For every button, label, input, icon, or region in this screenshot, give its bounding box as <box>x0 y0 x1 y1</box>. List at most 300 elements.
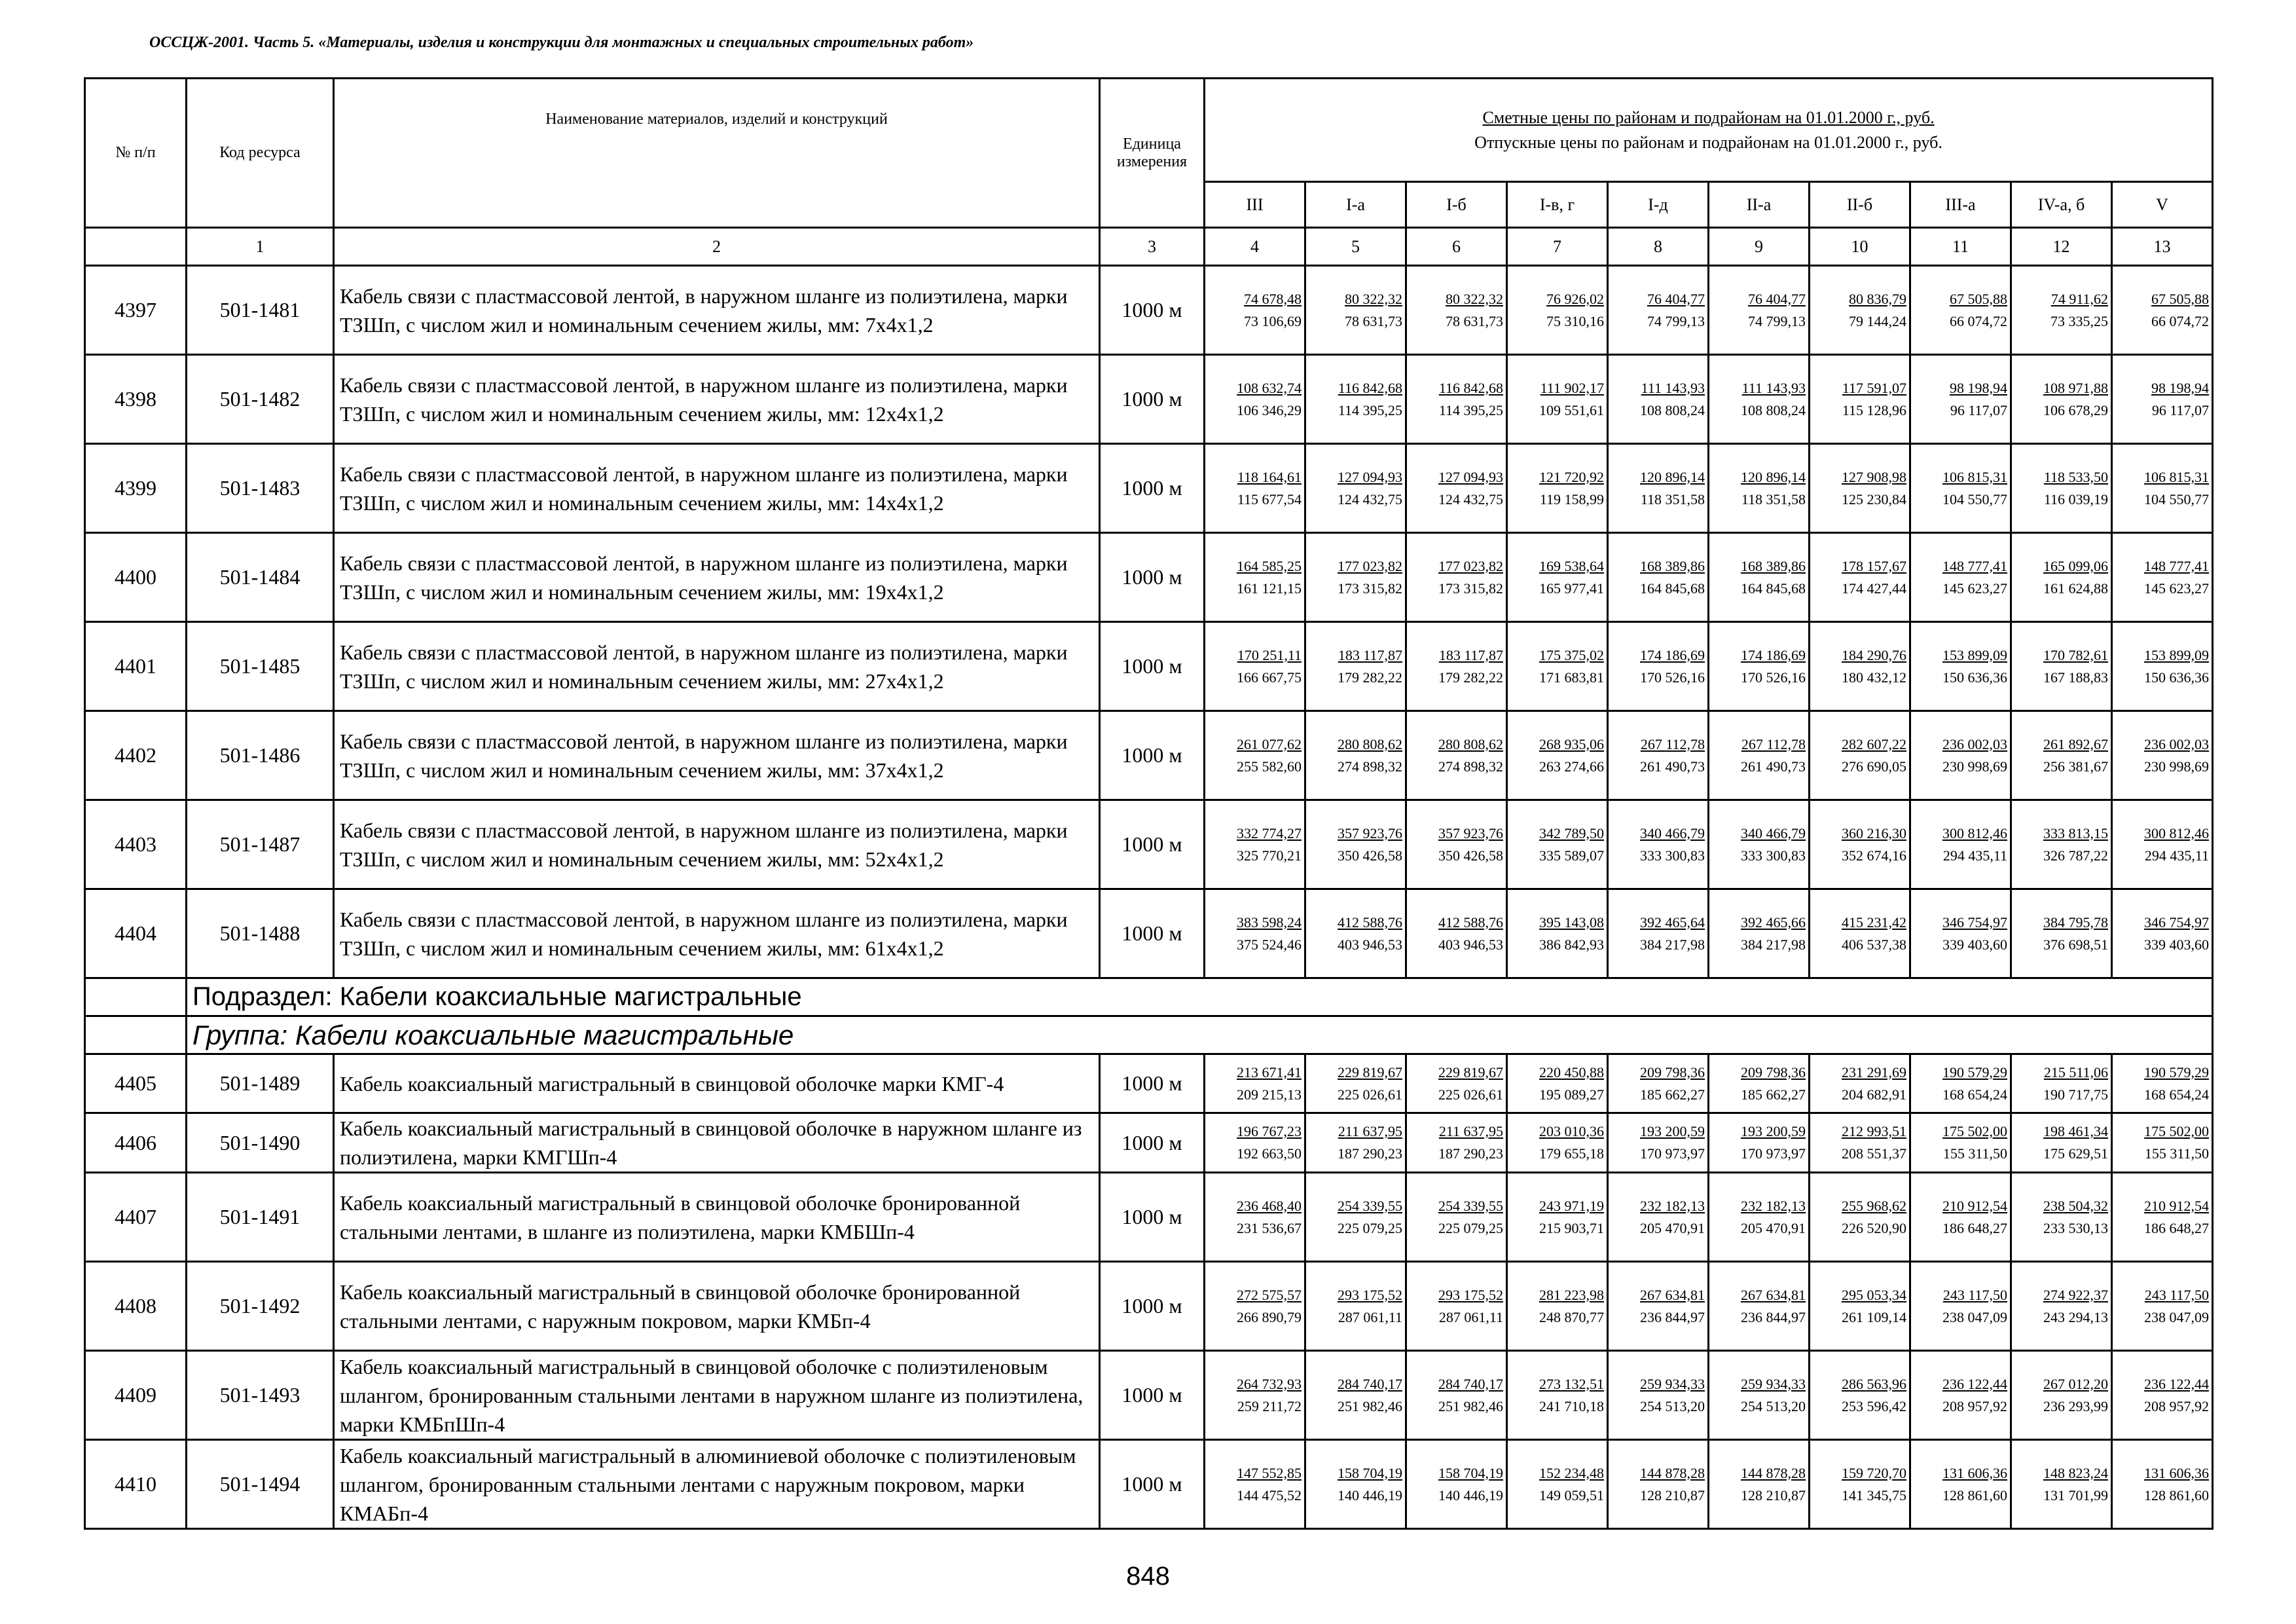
estimate-price: 177 023,82 <box>1438 557 1503 574</box>
estimate-price: 111 902,17 <box>1540 379 1604 396</box>
cell-price <box>1608 1440 1709 1529</box>
estimate-price: 148 777,41 <box>1942 557 2007 574</box>
cell-price <box>2011 1351 2112 1440</box>
estimate-price: 76 926,02 <box>1546 290 1604 307</box>
cell-name: Кабель коаксиальный магистральный в свинцовой оболочке с полиэтиленовым шлангом, бронированным стальными лентами в наружном шланге из полиэтилена, марки КМБпШп-4 <box>334 1351 1100 1440</box>
release-price: 124 432,75 <box>1438 490 1503 507</box>
estimate-price: 255 968,62 <box>1842 1197 1906 1214</box>
release-price: 173 315,82 <box>1338 580 1402 597</box>
estimate-price: 267 634,81 <box>1640 1286 1705 1303</box>
release-price: 335 589,07 <box>1539 847 1604 864</box>
release-price: 161 624,88 <box>2043 580 2108 597</box>
cell-price <box>2011 1262 2112 1351</box>
cell-code: 501-1482 <box>187 355 334 444</box>
estimate-price: 300 812,46 <box>1942 824 2007 841</box>
cell-price <box>1709 800 1810 889</box>
estimate-price: 144 878,28 <box>1640 1464 1705 1481</box>
estimate-price: 229 819,67 <box>1438 1063 1503 1080</box>
release-price: 114 395,25 <box>1438 401 1503 418</box>
cell-price <box>2112 889 2213 978</box>
cell-price <box>1305 622 1406 711</box>
cell-price <box>2011 800 2112 889</box>
cell-name: Кабель связи с пластмассовой лентой, в наружном шланге из полиэтилена, марки ТЗШп, с числом жил и номинальным сечением жилы, мм: 14x4x1,2 <box>334 444 1100 533</box>
release-price: 406 537,38 <box>1842 936 1906 953</box>
cell-price <box>1205 1440 1305 1529</box>
release-price: 294 435,11 <box>1942 847 2007 864</box>
cell-price <box>1205 1262 1305 1351</box>
estimate-price: 238 504,32 <box>2043 1197 2108 1214</box>
table-row <box>85 1440 2213 1529</box>
release-price: 180 432,12 <box>1842 669 1906 686</box>
cell-price <box>1910 1262 2011 1351</box>
cell-price <box>1507 889 1608 978</box>
estimate-price: 232 182,13 <box>1741 1197 1806 1214</box>
cell-price <box>1810 533 1910 622</box>
cell-price <box>2011 1113 2112 1173</box>
release-price: 208 551,37 <box>1842 1145 1906 1162</box>
estimate-price: 357 923,76 <box>1338 824 1402 841</box>
release-price: 384 217,98 <box>1741 936 1806 953</box>
cell-code: 501-1494 <box>187 1440 334 1529</box>
cell-num: 4408 <box>85 1262 187 1351</box>
cell-code: 501-1484 <box>187 533 334 622</box>
estimate-price: 261 077,62 <box>1237 735 1302 752</box>
cell-price <box>1910 444 2011 533</box>
estimate-price: 148 823,24 <box>2043 1464 2108 1481</box>
estimate-price: 412 588,76 <box>1338 913 1402 931</box>
header-column-number: 9 <box>1709 228 1810 266</box>
cell-price <box>1608 622 1709 711</box>
cell-price <box>2011 1054 2112 1113</box>
estimate-price: 190 579,29 <box>1942 1063 2007 1080</box>
release-price: 125 230,84 <box>1842 490 1906 507</box>
cell-unit: 1000 м <box>1100 1054 1205 1113</box>
estimate-price: 76 404,77 <box>1748 290 1806 307</box>
cell-price <box>1205 1113 1305 1173</box>
cell-price <box>1205 1351 1305 1440</box>
release-price: 254 513,20 <box>1741 1397 1806 1414</box>
header-column-number: 1 <box>187 228 334 266</box>
estimate-price: 333 813,15 <box>2043 824 2108 841</box>
release-price: 128 210,87 <box>1741 1486 1806 1504</box>
cell-price <box>1305 355 1406 444</box>
cell-price <box>1608 1113 1709 1173</box>
estimate-price: 153 899,09 <box>1942 646 2007 663</box>
cell-unit: 1000 м <box>1100 444 1205 533</box>
cell-price <box>1507 266 1608 355</box>
cell-name: Кабель коаксиальный магистральный в свинцовой оболочке марки КМГ-4 <box>334 1054 1100 1113</box>
cell-price <box>1709 533 1810 622</box>
cell-num: 4398 <box>85 355 187 444</box>
header-column-number: 13 <box>2112 228 2213 266</box>
cell-code: 501-1492 <box>187 1262 334 1351</box>
release-price: 104 550,77 <box>1942 490 2007 507</box>
release-price: 230 998,69 <box>1942 758 2007 775</box>
header-prices-estimate: Сметные цены по районам и подрайонам на 01.01.2000 г., руб. <box>1482 107 1935 127</box>
release-price: 179 282,22 <box>1438 669 1503 686</box>
header-region: V <box>2112 182 2213 228</box>
estimate-price: 175 502,00 <box>2144 1123 2210 1139</box>
table-row <box>85 1351 2213 1440</box>
header-num: № п/п <box>85 79 187 228</box>
release-price: 149 059,51 <box>1539 1486 1604 1504</box>
cell-unit: 1000 м <box>1100 1440 1205 1529</box>
estimate-price: 383 598,24 <box>1237 913 1302 931</box>
header-column-number: 3 <box>1100 228 1205 266</box>
table-row <box>85 444 2213 533</box>
cell-name: Кабель связи с пластмассовой лентой, в наружном шланге из полиэтилена, марки ТЗШп, с числом жил и номинальным сечением жилы, мм: 37x4x1,2 <box>334 711 1100 800</box>
release-price: 266 890,79 <box>1237 1308 1302 1325</box>
estimate-price: 286 563,96 <box>1842 1375 1906 1392</box>
estimate-price: 203 010,36 <box>1539 1123 1604 1139</box>
release-price: 339 403,60 <box>2144 936 2210 953</box>
cell-price <box>2112 800 2213 889</box>
release-price: 140 446,19 <box>1438 1486 1503 1504</box>
cell-price <box>2011 533 2112 622</box>
cell-price <box>1709 711 1810 800</box>
estimate-price: 272 575,57 <box>1237 1286 1302 1303</box>
cell-code: 501-1493 <box>187 1351 334 1440</box>
cell-price <box>1608 711 1709 800</box>
estimate-price: 281 223,98 <box>1539 1286 1604 1303</box>
cell-price <box>1709 1351 1810 1440</box>
header-region: II-б <box>1810 182 1910 228</box>
cell-price <box>1507 444 1608 533</box>
release-price: 141 345,75 <box>1842 1486 1906 1504</box>
cell-unit: 1000 м <box>1100 1173 1205 1262</box>
header-column-number: 12 <box>2011 228 2112 266</box>
cell-code: 501-1489 <box>187 1054 334 1113</box>
estimate-price: 332 774,27 <box>1237 824 1302 841</box>
release-price: 195 089,27 <box>1539 1086 1604 1103</box>
estimate-price: 236 122,44 <box>2144 1375 2210 1392</box>
cell-price <box>2112 622 2213 711</box>
estimate-price: 98 198,94 <box>2151 379 2210 396</box>
header-column-number: 5 <box>1305 228 1406 266</box>
estimate-price: 273 132,51 <box>1539 1375 1604 1392</box>
estimate-price: 284 740,17 <box>1438 1375 1503 1392</box>
estimate-price: 236 002,03 <box>2144 735 2210 752</box>
cell-name: Кабель коаксиальный магистральный в алюминиевой оболочке с полиэтиленовым шлангом, бронированным стальными лентами с наружным покровом, марки КМАБп-4 <box>334 1440 1100 1529</box>
cell-num: 4401 <box>85 622 187 711</box>
release-price: 185 662,27 <box>1640 1086 1705 1103</box>
estimate-price: 183 117,87 <box>1438 646 1503 663</box>
estimate-price: 183 117,87 <box>1338 646 1402 663</box>
estimate-price: 121 720,92 <box>1539 468 1604 485</box>
cell-price <box>1406 355 1507 444</box>
cell-price <box>1709 1113 1810 1173</box>
cell-unit: 1000 м <box>1100 355 1205 444</box>
release-price: 192 663,50 <box>1237 1145 1302 1162</box>
estimate-price: 243 971,19 <box>1539 1197 1604 1214</box>
cell-price <box>1608 800 1709 889</box>
release-price: 166 667,75 <box>1237 669 1302 686</box>
cell-price <box>1910 800 2011 889</box>
release-price: 231 536,67 <box>1237 1219 1302 1236</box>
estimate-price: 210 912,54 <box>1942 1197 2007 1214</box>
cell-price <box>1507 355 1608 444</box>
cell-price <box>1507 1440 1608 1529</box>
release-price: 261 490,73 <box>1640 758 1705 775</box>
estimate-price: 196 767,23 <box>1237 1123 1302 1139</box>
release-price: 238 047,09 <box>1942 1308 2007 1325</box>
release-price: 326 787,22 <box>2043 847 2108 864</box>
estimate-price: 340 466,79 <box>1640 824 1705 841</box>
release-price: 128 861,60 <box>2144 1486 2210 1504</box>
release-price: 236 844,97 <box>1741 1308 1806 1325</box>
cell-price <box>2011 444 2112 533</box>
release-price: 78 631,73 <box>1345 312 1402 329</box>
cell-name: Кабель коаксиальный магистральный в свинцовой оболочке бронированной стальными лентами, в шланге из полиэтилена, марки КМБШп-4 <box>334 1173 1100 1262</box>
cell-price <box>1910 1054 2011 1113</box>
estimate-price: 175 375,02 <box>1539 646 1604 663</box>
estimate-price: 165 099,06 <box>2043 557 2108 574</box>
estimate-price: 120 896,14 <box>1640 468 1705 485</box>
estimate-price: 267 112,78 <box>1741 735 1806 752</box>
release-price: 386 842,93 <box>1539 936 1604 953</box>
header-unit: Единица измерения <box>1100 79 1205 228</box>
table-row <box>85 889 2213 978</box>
estimate-price: 174 186,69 <box>1741 646 1806 663</box>
estimate-price: 236 002,03 <box>1942 735 2007 752</box>
header-name: Наименование материалов, изделий и конструкций <box>334 79 1100 228</box>
cell-price <box>1608 355 1709 444</box>
estimate-price: 67 505,88 <box>1950 290 2007 307</box>
estimate-price: 264 732,93 <box>1237 1375 1302 1392</box>
cell-price <box>1406 622 1507 711</box>
release-price: 174 427,44 <box>1842 580 1906 597</box>
cell-price <box>2011 355 2112 444</box>
cell-price <box>1406 1351 1507 1440</box>
estimate-price: 412 588,76 <box>1438 913 1503 931</box>
estimate-price: 169 538,64 <box>1539 557 1604 574</box>
cell-unit: 1000 м <box>1100 533 1205 622</box>
header-column-number: 7 <box>1507 228 1608 266</box>
cell-code: 501-1490 <box>187 1113 334 1173</box>
cell-code: 501-1485 <box>187 622 334 711</box>
estimate-price: 193 200,59 <box>1640 1123 1705 1139</box>
cell-num: 4409 <box>85 1351 187 1440</box>
release-price: 190 717,75 <box>2043 1086 2108 1103</box>
cell-price <box>1305 800 1406 889</box>
release-price: 109 551,61 <box>1539 401 1604 418</box>
cell-unit: 1000 м <box>1100 1262 1205 1351</box>
estimate-price: 236 122,44 <box>1942 1375 2007 1392</box>
release-price: 128 210,87 <box>1640 1486 1705 1504</box>
estimate-price: 211 637,95 <box>1438 1123 1503 1139</box>
cell-price <box>1709 1262 1810 1351</box>
cell-price <box>1709 266 1810 355</box>
release-price: 253 596,42 <box>1842 1397 1906 1414</box>
estimate-price: 267 012,20 <box>2043 1375 2108 1392</box>
estimate-price: 274 922,37 <box>2043 1286 2108 1303</box>
estimate-price: 261 892,67 <box>2043 735 2108 752</box>
estimate-price: 177 023,82 <box>1338 557 1402 574</box>
cell-price <box>1205 444 1305 533</box>
cell-price <box>1810 355 1910 444</box>
release-price: 205 470,91 <box>1741 1219 1806 1236</box>
release-price: 118 351,58 <box>1741 490 1806 507</box>
estimate-price: 360 216,30 <box>1842 824 1906 841</box>
cell-price <box>1910 355 2011 444</box>
estimate-price: 282 607,22 <box>1842 735 1906 752</box>
header-region: II-а <box>1709 182 1810 228</box>
cell-price <box>1305 1262 1406 1351</box>
estimate-price: 120 896,14 <box>1741 468 1806 485</box>
release-price: 175 629,51 <box>2043 1145 2108 1162</box>
estimate-price: 243 117,50 <box>1942 1286 2007 1303</box>
cell-price <box>1406 1440 1507 1529</box>
cell-price <box>1608 1173 1709 1262</box>
estimate-price: 184 290,76 <box>1842 646 1906 663</box>
estimate-price: 392 465,64 <box>1640 913 1705 931</box>
cell-name: Кабель связи с пластмассовой лентой, в наружном шланге из полиэтилена, марки ТЗШп, с числом жил и номинальным сечением жилы, мм: 61x4x1,2 <box>334 889 1100 978</box>
cell-price <box>1810 711 1910 800</box>
cell-price <box>1205 889 1305 978</box>
estimate-price: 342 789,50 <box>1539 824 1604 841</box>
estimate-price: 210 912,54 <box>2144 1197 2210 1214</box>
cell-price <box>1910 1440 2011 1529</box>
subsection-title: Подраздел: Кабели коаксиальные магистральные <box>187 978 2213 1016</box>
estimate-price: 111 143,93 <box>1641 379 1705 396</box>
price-table <box>84 77 2214 1530</box>
release-price: 352 674,16 <box>1842 847 1906 864</box>
table-row <box>85 1262 2213 1351</box>
release-price: 140 446,19 <box>1338 1486 1402 1504</box>
cell-price <box>1608 1054 1709 1113</box>
estimate-price: 170 251,11 <box>1237 646 1302 663</box>
header-region: I-в, г <box>1507 182 1608 228</box>
cell-price <box>2112 1113 2213 1173</box>
release-price: 225 079,25 <box>1338 1219 1402 1236</box>
release-price: 230 998,69 <box>2144 758 2210 775</box>
release-price: 187 290,23 <box>1438 1145 1503 1162</box>
cell-price <box>1810 800 1910 889</box>
estimate-price: 80 322,32 <box>1446 290 1503 307</box>
estimate-price: 106 815,31 <box>2144 468 2210 485</box>
cell-price <box>1810 1351 1910 1440</box>
estimate-price: 131 606,36 <box>2144 1464 2210 1481</box>
estimate-price: 340 466,79 <box>1741 824 1806 841</box>
cell-num: 4404 <box>85 889 187 978</box>
estimate-price: 392 465,66 <box>1741 913 1806 931</box>
header-column-number: 11 <box>1910 228 2011 266</box>
estimate-price: 295 053,34 <box>1842 1286 1906 1303</box>
release-price: 66 074,72 <box>1950 312 2007 329</box>
cell-price <box>1810 444 1910 533</box>
estimate-price: 254 339,55 <box>1438 1197 1503 1214</box>
release-price: 144 475,52 <box>1237 1486 1302 1504</box>
estimate-price: 415 231,42 <box>1842 913 1906 931</box>
release-price: 333 300,83 <box>1640 847 1705 864</box>
cell-price <box>1709 1054 1810 1113</box>
cell-num: 4405 <box>85 1054 187 1113</box>
release-price: 236 844,97 <box>1640 1308 1705 1325</box>
header-region: I-б <box>1406 182 1507 228</box>
estimate-price: 300 812,46 <box>2144 824 2210 841</box>
header-column-number: 4 <box>1205 228 1305 266</box>
cell-price <box>1910 711 2011 800</box>
header-column-number: 10 <box>1810 228 1910 266</box>
estimate-price: 209 798,36 <box>1741 1063 1806 1080</box>
header-column-number: 6 <box>1406 228 1507 266</box>
estimate-price: 254 339,55 <box>1338 1197 1402 1214</box>
release-price: 74 799,13 <box>1748 312 1806 329</box>
release-price: 225 079,25 <box>1438 1219 1503 1236</box>
release-price: 170 526,16 <box>1640 669 1705 686</box>
estimate-price: 80 322,32 <box>1345 290 1402 307</box>
cell-price <box>1810 1440 1910 1529</box>
table-row <box>85 800 2213 889</box>
cell-name: Кабель связи с пластмассовой лентой, в наружном шланге из полиэтилена, марки ТЗШп, с числом жил и номинальным сечением жилы, мм: 52x4x1,2 <box>334 800 1100 889</box>
estimate-price: 284 740,17 <box>1338 1375 1402 1392</box>
header-region: III-а <box>1910 182 2011 228</box>
release-price: 208 957,92 <box>1942 1397 2007 1414</box>
estimate-price: 384 795,78 <box>2043 913 2108 931</box>
release-price: 205 470,91 <box>1640 1219 1705 1236</box>
release-price: 170 973,97 <box>1741 1145 1806 1162</box>
release-price: 186 648,27 <box>2144 1219 2210 1236</box>
estimate-price: 116 842,68 <box>1438 379 1503 396</box>
estimate-price: 127 908,98 <box>1842 468 1906 485</box>
cell-num: 4399 <box>85 444 187 533</box>
document-header: ОССЦЖ-2001. Часть 5. «Материалы, изделия и конструкции для монтажных и специальных строительных работ» <box>149 34 974 51</box>
cell-price <box>1507 1054 1608 1113</box>
release-price: 165 977,41 <box>1539 580 1604 597</box>
cell-price <box>1205 533 1305 622</box>
release-price: 73 335,25 <box>2050 312 2108 329</box>
release-price: 384 217,98 <box>1640 936 1705 953</box>
cell-price <box>1205 711 1305 800</box>
subsection-row <box>85 978 2213 1016</box>
table-row <box>85 1173 2213 1262</box>
table-row <box>85 711 2213 800</box>
cell-price <box>1305 1440 1406 1529</box>
estimate-price: 98 198,94 <box>1950 379 2007 396</box>
cell-price <box>1406 1054 1507 1113</box>
estimate-price: 293 175,52 <box>1438 1286 1503 1303</box>
estimate-price: 346 754,97 <box>1942 913 2007 931</box>
cell-price <box>1305 444 1406 533</box>
cell-price <box>1507 533 1608 622</box>
header-prices <box>1205 79 2213 182</box>
estimate-price: 280 808,62 <box>1338 735 1402 752</box>
release-price: 171 683,81 <box>1539 669 1604 686</box>
estimate-price: 144 878,28 <box>1741 1464 1806 1481</box>
release-price: 179 282,22 <box>1338 669 1402 686</box>
cell-price <box>2112 711 2213 800</box>
release-price: 287 061,11 <box>1338 1308 1402 1325</box>
cell-price <box>1910 1351 2011 1440</box>
estimate-price: 267 634,81 <box>1741 1286 1806 1303</box>
header-region: I-д <box>1608 182 1709 228</box>
cell-price <box>1305 1351 1406 1440</box>
cell-price <box>1406 711 1507 800</box>
release-price: 259 211,72 <box>1237 1397 1302 1414</box>
estimate-price: 127 094,93 <box>1438 468 1503 485</box>
release-price: 155 311,50 <box>2144 1145 2210 1162</box>
release-price: 155 311,50 <box>1942 1145 2007 1162</box>
release-price: 170 526,16 <box>1741 669 1806 686</box>
cell-num: 4410 <box>85 1440 187 1529</box>
release-price: 187 290,23 <box>1338 1145 1402 1162</box>
cell-price <box>1305 533 1406 622</box>
estimate-price: 190 579,29 <box>2144 1063 2210 1080</box>
estimate-price: 229 819,67 <box>1338 1063 1402 1080</box>
estimate-price: 198 461,34 <box>2043 1123 2108 1139</box>
cell-price <box>2112 1173 2213 1262</box>
estimate-price: 168 389,86 <box>1640 557 1705 574</box>
